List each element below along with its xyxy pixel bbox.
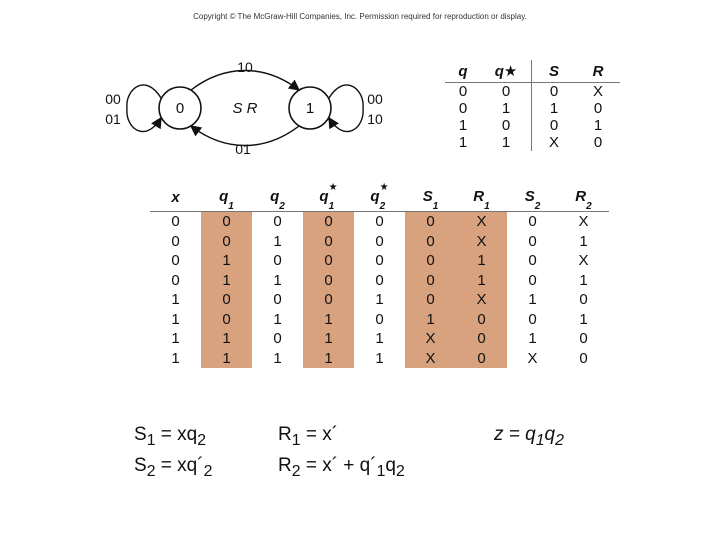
transition-label-bottom: 01 (235, 141, 251, 157)
transition-table-cell: 0 (405, 271, 456, 291)
transition-table-cell: 0 (201, 212, 252, 232)
transition-table-row (150, 329, 609, 349)
transition-table-cell: 0 (528, 252, 537, 270)
transition-table-cell: X (578, 252, 589, 270)
transition-header-cell: q $_2$ (252, 183, 303, 212)
transition-table-cell: 1 (303, 329, 354, 349)
transition-table-cell: 0 (528, 310, 537, 328)
transition-table-header-row (150, 183, 609, 212)
transition-table-cell: 1 (201, 349, 252, 369)
left-loop-label-2: 01 (105, 111, 121, 127)
transition-table-cell: 0 (375, 252, 384, 270)
transition-header-cell: q★ $_1$ (303, 183, 354, 212)
transition-table-cell: 0 (201, 290, 252, 310)
sr-table-cell: 1 (458, 134, 468, 151)
transition-table-cell: 1 (456, 271, 507, 291)
sr-table-cell: 0 (481, 117, 532, 134)
sr-table-cell: 0 (458, 100, 468, 117)
transition-table-row (150, 251, 609, 271)
sr-excitation-table (445, 60, 620, 151)
transition-table-cell: 0 (375, 213, 384, 231)
sr-table-cell: 0 (593, 100, 603, 117)
sr-table-cell: 0 (593, 134, 603, 151)
transition-table-cell: 0 (273, 213, 282, 231)
transition-table-cell: 0 (273, 291, 282, 309)
transition-table-cell: 0 (171, 271, 180, 289)
sr-table-cell: 1 (593, 117, 603, 134)
transition-table-cell: 1 (273, 271, 282, 289)
transition-table-cell: 1 (528, 330, 537, 348)
transition-table-cell: 1 (273, 310, 282, 328)
transition-table-cell: 1 (405, 310, 456, 330)
transition-header-cell: q $_1$ (201, 183, 252, 212)
equation-r1: $R_1$ = x´ (278, 424, 339, 449)
transition-table-row (150, 232, 609, 252)
transition-table-cell: 0 (273, 252, 282, 270)
sr-table-header-row (445, 60, 620, 83)
transition-table-cell: 0 (405, 212, 456, 232)
transition-table-cell: 1 (456, 251, 507, 271)
sr-table-cell: 0 (549, 83, 559, 100)
transition-table-cell: 1 (375, 330, 384, 348)
transition-table-cell: 1 (171, 330, 180, 348)
sr-header-s: S (532, 60, 577, 83)
transition-label-top: 10 (237, 59, 253, 75)
transition-table-cell: 1 (375, 291, 384, 309)
transition-table-cell: 1 (579, 271, 588, 289)
equation-s1: $S_1 = xq_2$ (134, 424, 207, 449)
transition-table-cell: X (456, 212, 507, 232)
transition-table-cell: 0 (375, 271, 384, 289)
transition-table-cell: 0 (579, 291, 588, 309)
transition-table-cell: X (578, 213, 589, 231)
inputs-label: S R (232, 100, 258, 117)
sr-table-cell: 0 (458, 83, 468, 100)
transition-table-cell: 1 (303, 310, 354, 330)
transition-table-cell: 0 (579, 349, 588, 367)
sr-state-diagram (95, 50, 395, 170)
transition-table-cell: 0 (579, 330, 588, 348)
transition-table-cell: 0 (171, 232, 180, 250)
transition-table-cell: 1 (273, 232, 282, 250)
transition-table-cell: 1 (201, 271, 252, 291)
transition-table-cell: 1 (375, 349, 384, 367)
transition-table-cell: 1 (528, 291, 537, 309)
transition-table-cell: 1 (171, 291, 180, 309)
transition-table-cell: 0 (201, 310, 252, 330)
transition-table-cell: 0 (171, 213, 180, 231)
transition-table-cell: 1 (579, 310, 588, 328)
transition-table-cell: 0 (405, 290, 456, 310)
transition-table-cell: 0 (303, 271, 354, 291)
self-loop-state-1 (329, 85, 363, 132)
transition-table-cell: 1 (303, 349, 354, 369)
sr-table-cell: 1 (458, 117, 468, 134)
sr-table-row (445, 134, 620, 151)
transition-table-row (150, 310, 609, 330)
transition-table-cell: 0 (456, 349, 507, 369)
left-loop-label-1: 00 (105, 91, 121, 107)
transition-table-cell: 0 (201, 232, 252, 252)
transition-header-cell: S $_1$ (405, 183, 456, 212)
transition-table-cell: 0 (375, 232, 384, 250)
transition-table-cell: 0 (303, 232, 354, 252)
transition-table-cell: 1 (171, 349, 180, 367)
transition-header-cell: R $_1$ (456, 183, 507, 212)
sr-table-cell: 1 (549, 100, 559, 117)
transition-table-cell: X (456, 290, 507, 310)
sr-table-cell: X (548, 134, 559, 151)
sr-header-q: q (445, 60, 481, 83)
transition-table-cell: 0 (528, 271, 537, 289)
transition-table-cell: X (405, 349, 456, 369)
transition-table-cell: 0 (273, 330, 282, 348)
transition-table-cell: 0 (456, 310, 507, 330)
transition-table-cell: X (456, 232, 507, 252)
transition-table-cell: 0 (405, 251, 456, 271)
transition-table-cell: 0 (303, 251, 354, 271)
transition-table-cell: 0 (171, 252, 180, 270)
s-equations (134, 422, 212, 484)
transition-table-cell: X (527, 349, 538, 367)
transition-table-cell: 1 (171, 310, 180, 328)
transition-table-cell: 1 (273, 349, 282, 367)
equation-z: $z = q_1q_2$ (494, 424, 564, 449)
sr-header-qstar: q★ (481, 60, 532, 83)
transition-header-cell: R $_2$ (558, 183, 609, 212)
transition-header-cell: q★ $_2$ (354, 183, 405, 212)
sr-table-cell: 1 (481, 100, 532, 117)
state-1-label: 1 (305, 100, 315, 117)
transition-table-row (150, 271, 609, 291)
r-equations (278, 422, 405, 484)
copyright-notice: Copyright © The McGraw-Hill Companies, Inc. Permission required for reproduction or display. (193, 12, 527, 21)
equation-r2: $R_2$ = x´ + $q´_1q_2$ (278, 454, 405, 480)
equation-s2: $S_2$ = $xq´_2$ (134, 454, 213, 480)
state-0-label: 0 (175, 100, 185, 117)
transition-header-cell: S $_2$ (507, 183, 558, 212)
transition-header-cell: x (150, 183, 201, 212)
transition-table (150, 183, 609, 368)
sr-table-row (445, 117, 620, 134)
sr-table-cell: 0 (549, 117, 559, 134)
sr-table-cell: 0 (481, 83, 532, 101)
transition-table-cell: X (405, 329, 456, 349)
transition-table-row (150, 349, 609, 369)
right-loop-label-1: 00 (367, 91, 383, 107)
sr-table-row (445, 100, 620, 117)
sr-table-cell: X (592, 83, 603, 100)
right-loop-label-2: 10 (367, 111, 383, 127)
self-loop-state-0 (127, 85, 161, 132)
transition-table-cell: 0 (528, 232, 537, 250)
sr-header-r: R (576, 60, 620, 83)
transition-table-cell: 0 (303, 212, 354, 232)
sr-table-row (445, 83, 620, 101)
transition-table-row (150, 212, 609, 232)
transition-table-cell: 0 (456, 329, 507, 349)
transition-table-cell: 0 (528, 213, 537, 231)
transition-table-cell: 1 (579, 232, 588, 250)
transition-table-cell: 0 (405, 232, 456, 252)
sr-table-cell: 1 (481, 134, 532, 151)
transition-table-cell: 1 (201, 329, 252, 349)
transition-table-cell: 0 (303, 290, 354, 310)
transition-table-cell: 1 (201, 251, 252, 271)
transition-table-row (150, 290, 609, 310)
transition-table-cell: 0 (375, 310, 384, 328)
